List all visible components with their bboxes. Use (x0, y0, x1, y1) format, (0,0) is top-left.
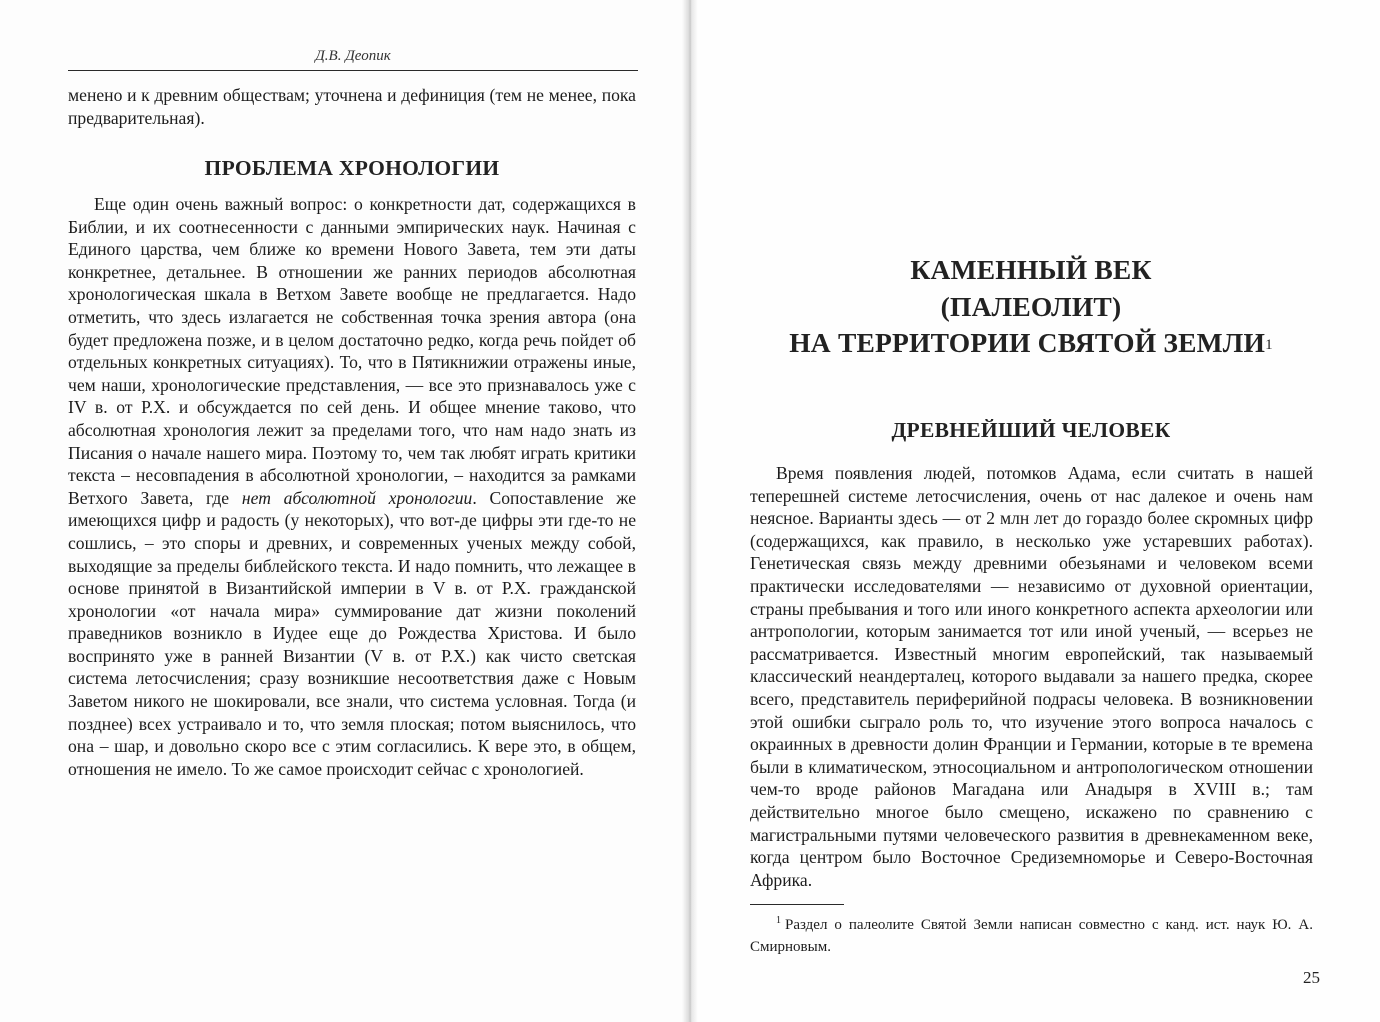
chapter-title-line-3 (750, 325, 1312, 362)
footnote-mark: 1 (776, 915, 781, 926)
continuation-text-block (68, 84, 636, 129)
chronology-text-block (68, 193, 636, 780)
chapter-title-line-1: КАМЕННЫЙ ВЕК (910, 254, 1152, 285)
earliest-man-paragraph: Время появления людей, потомков Адама, если считать в нашей теперешней системе летосчисления, очень от нас далекое и очень нам неясное. Варианты здесь — от 2 млн лет до гораздо более скромных цифр (содержащихся, как правило, в несколько уже устаревших работах). Генетическая связь между древними обезьянами и человеком всеми практически исследователями — независимо от духовной ориентации, страны пребывания и того или иного конкретного аспекта археологии или антропологии, которым занимается тот или иной ученый, — всерьез не рассматривается. Известный многим европейский, так называемый классический неандерталец, которого выдавали за нашего предка, скорее всего, представитель периферийной подрасы человека. В возникновении этой ошибки сыграло роль то, что изучение этого вопроса началось с окраинных в древности долин Франции и Германии, которые в те времена были в климатическом, этносоциальном и антропологическом отношении чем-то вроде районов Магадана или Анадыря в XVIII в.; там действительно многое было смещено, искажено по сравнению с магистральными путями человеческого развития в древнекаменном веке, когда центром было Восточное Средиземноморье и Северо-Восточная Африка. (750, 463, 1313, 890)
header-rule (68, 70, 638, 71)
book-gutter (682, 0, 698, 1022)
section-heading-earliest-man: ДРЕВНЕЙШИЙ ЧЕЛОВЕК (891, 418, 1171, 442)
paragraph-text-part-2: . Сопоставление же имеющихся цифр и радость (у некоторых), что вот-де цифры эти где-то не сошлись, – это споры и древних, и современных ученых между собой, выходящие за пределы библейского текста. И надо помнить, что лежащее в основе принятой в Византийской империи в V в. от Р.Х. гражданской хронологии «от начала мира» суммирование дат жизни поколений праведников возникло в Иудее еще до Рождества Христова. И было воспринято уже в ранней Византии (V в. от Р.Х.) как чисто светская система летосчисления; сразу возникшие несоответствия даже с Новым Заветом никого не шокировали, все знали, что система условная. Тогда (и позднее) всех устраивало и то, что земля плоская; потом выяснилось, что она – шар, и довольно скоро все с этим согласились. К вере это, в общем, отношения не имело. То же самое происходит сейчас с хронологией. (68, 487, 637, 779)
running-head-author: Д.В. Деопик (315, 48, 391, 64)
continuation-paragraph: менено и к древним обществам; уточнена и дефиниция (тем не менее, пока предварительная). (68, 85, 636, 128)
footnote (750, 910, 1313, 958)
footnote-rule (750, 904, 844, 905)
chapter-title-line-2: (ПАЛЕОЛИТ) (940, 290, 1122, 322)
footnote-text: Раздел о палеолите Святой Земли написан совместно с канд. ист. наук Ю. А. Смирновым. (750, 917, 1313, 955)
chapter-title (750, 252, 1312, 362)
section-heading-chronology: ПРОБЛЕМА ХРОНОЛОГИИ (204, 156, 500, 180)
chapter-title-line-3-text: НА ТЕРРИТОРИИ СВЯТОЙ ЗЕМЛИ (789, 327, 1266, 358)
page-number: 25 (1303, 968, 1320, 987)
paragraph-emphasis: нет абсолютной хронологии (241, 487, 473, 508)
paragraph-text-part-1: Еще один очень важный вопрос: о конкретности дат, содержащихся в Библии, и их соотнесенности с данными эмпирических наук. Начиная с Единого царства, чем ближе ко времени Нового Завета, тем эти даты конкретнее, детальнее. В отношении же ранних периодов абсолютная хронологическая шкала в Ветхом Завете вообще не предлагается. Надо отметить, что здесь излагается не собственная точка зрения автора (она будет предложена позже, и в целом достаточно редко, когда речь пойдет об отдельных конкретных ситуациях). То, что в Пятикнижии отражены иные, чем наши, хронологические представления, — все это признавалось уже с IV в. от Р.Х. и обсуждается по сей день. И общее мнение таково, что абсолютная хронология лежит за пределами того, что нам надо знать из Писания о начале нашего мира. Поэтому то, чем так любят играть критики текста – несовпадения в абсолютной хронологии, – находится за рамками Ветхого Завета, где (68, 194, 636, 508)
footnote-reference: 1 (1265, 337, 1273, 353)
chronology-paragraph (68, 193, 636, 780)
earliest-man-text-block (750, 462, 1313, 891)
